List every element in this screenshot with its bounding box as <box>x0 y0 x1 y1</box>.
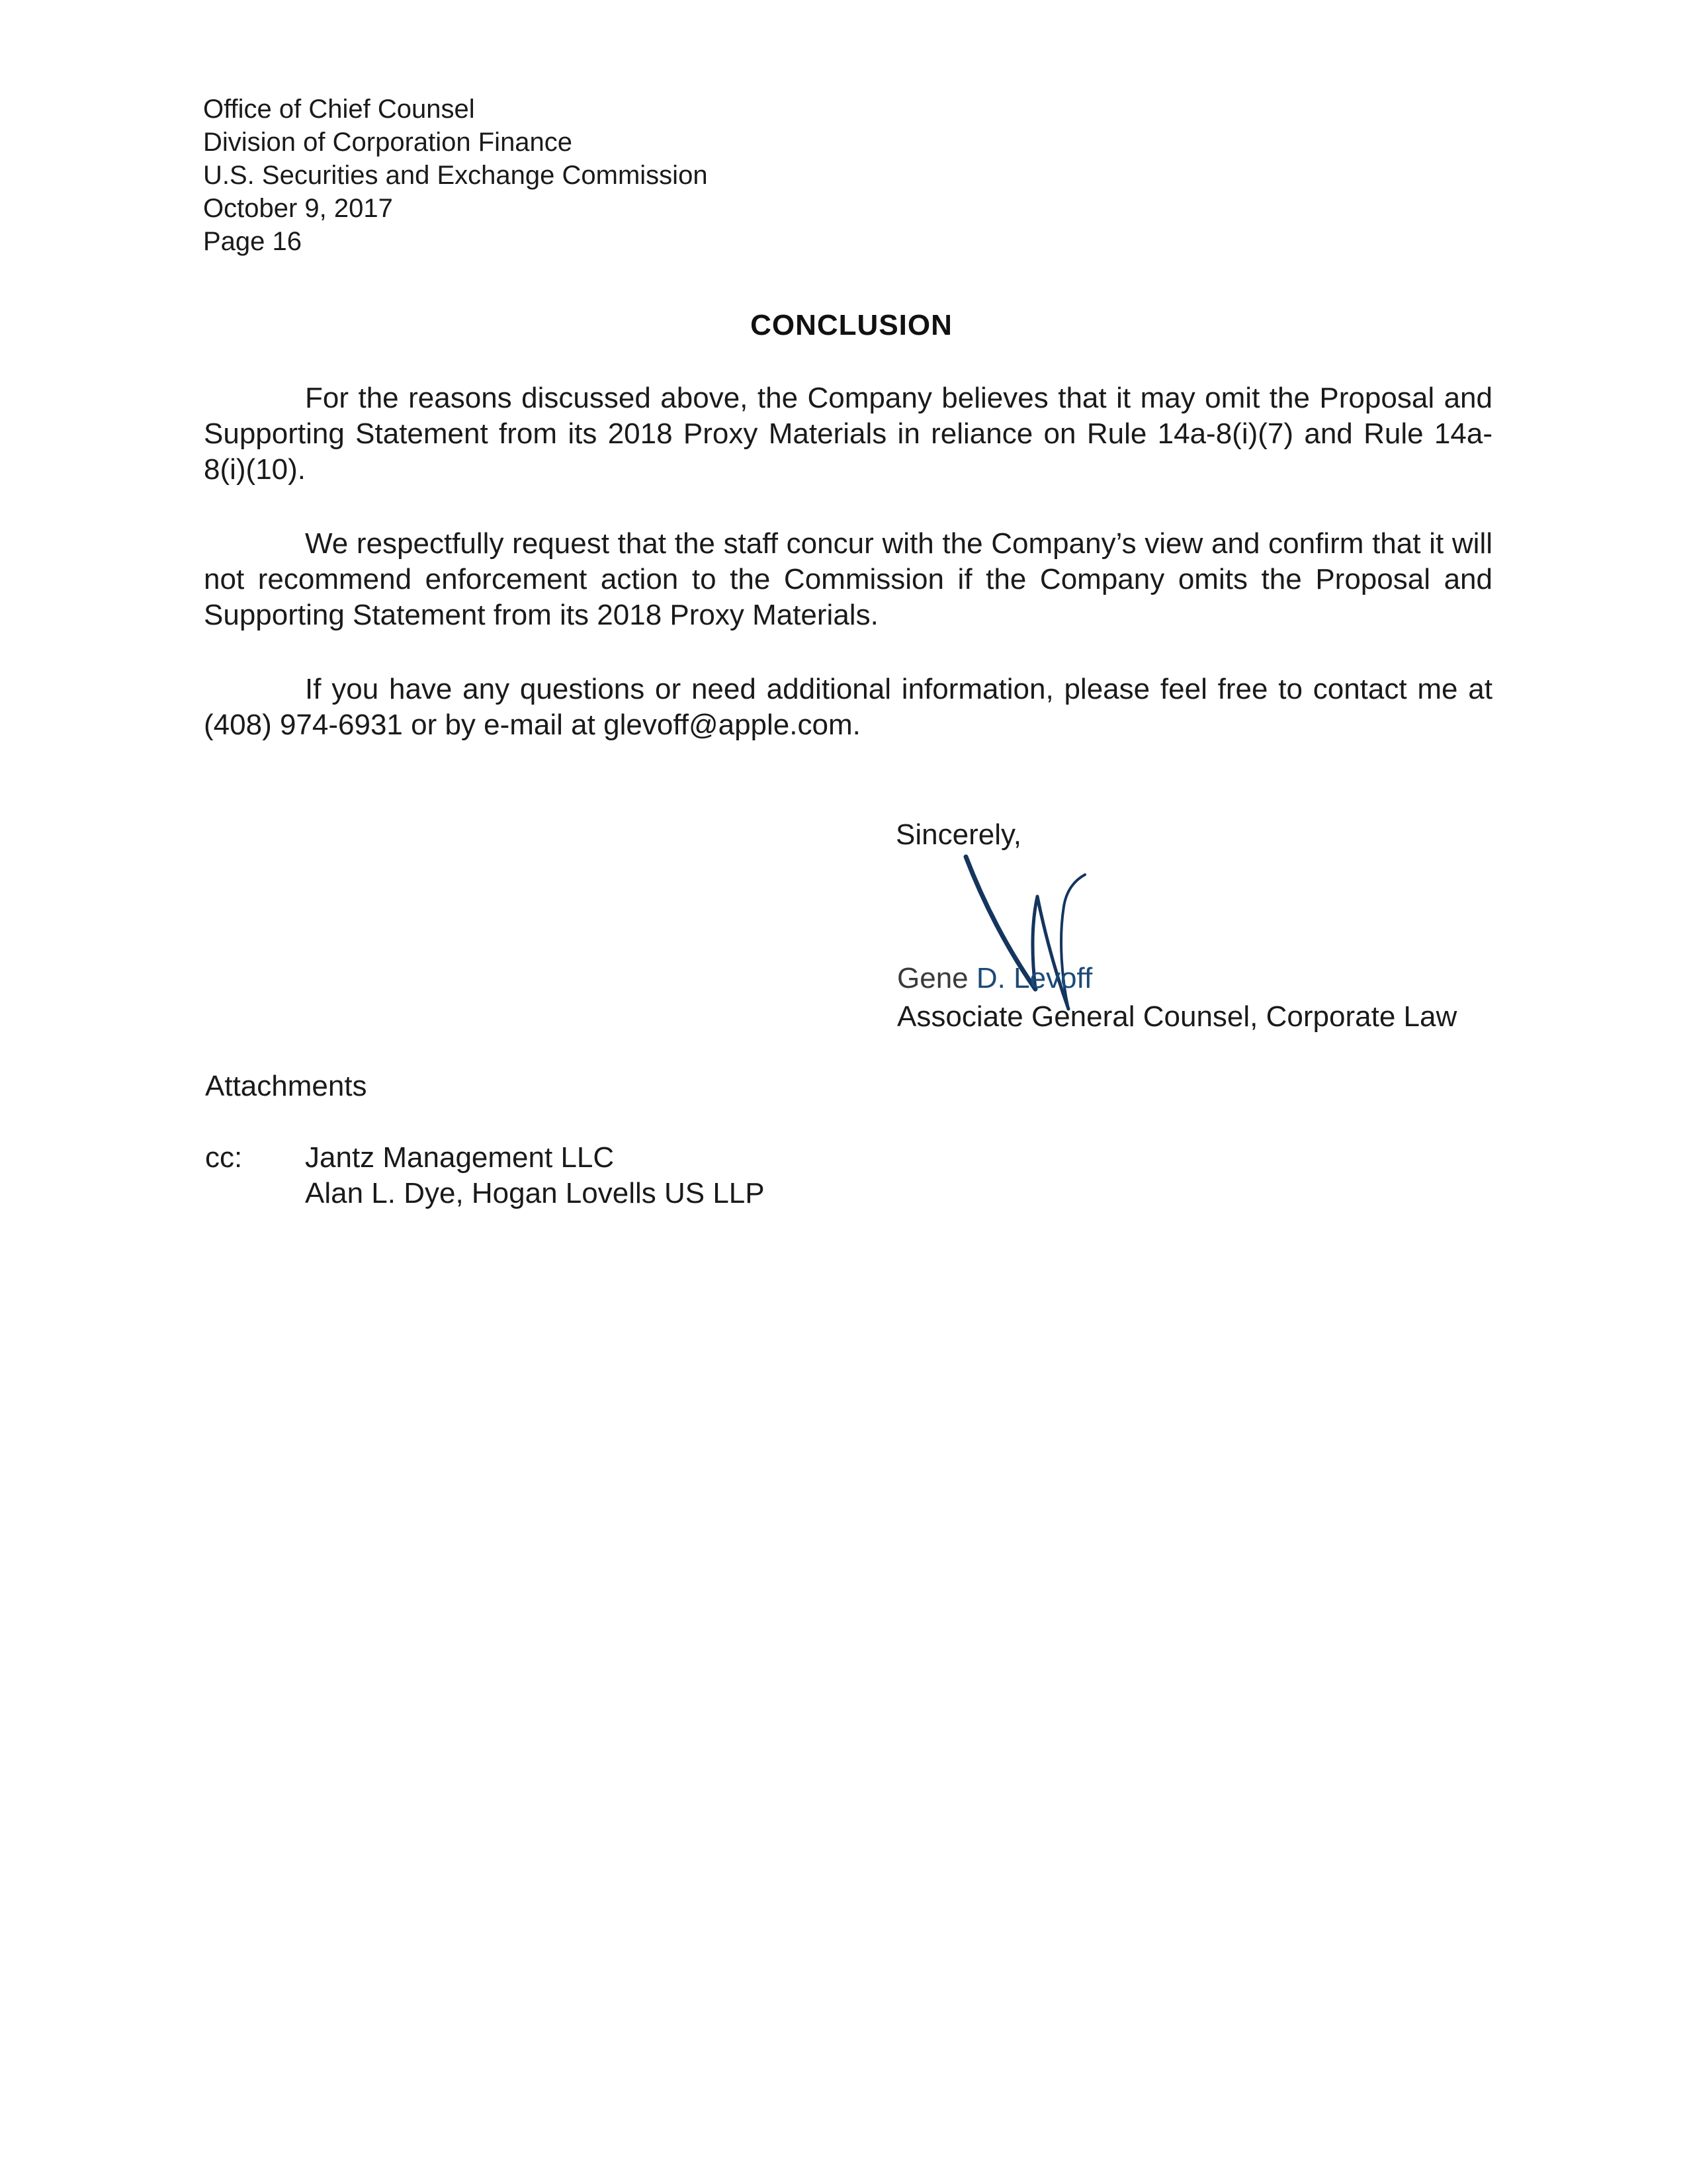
header-line-commission: U.S. Securities and Exchange Commission <box>203 161 708 190</box>
cc-recipient: Alan L. Dye, Hogan Lovells US LLP <box>305 1177 765 1209</box>
section-heading <box>0 308 1687 343</box>
signer-first-name: Gene <box>897 962 969 994</box>
header-line-page-number: Page 16 <box>203 227 302 256</box>
signer-last-name: D. Levoff <box>976 962 1093 994</box>
letter-header <box>203 93 708 258</box>
header-line-office: Office of Chief Counsel <box>203 95 475 124</box>
section-heading-text: CONCLUSION <box>750 309 953 341</box>
closing-salutation: Sincerely, <box>896 818 1021 851</box>
attachments-label: Attachments <box>205 1070 367 1102</box>
body-paragraph-3: If you have any questions or need additional information, please feel free to contact me at (408) 974-6931 or by e-mail at glevoff@apple.com. <box>204 673 1492 741</box>
header-line-date: October 9, 2017 <box>203 194 393 223</box>
cc-recipient: Jantz Management LLC <box>305 1141 615 1174</box>
cc-recipients <box>305 1140 765 1211</box>
body-paragraph-2: We respectfully request that the staff concur with the Company’s view and confirm that it will not recommend enforcement action to the Commission if the Company omits the Proposal and Supporting Statement from its 2018 Proxy Materials. <box>204 527 1492 631</box>
header-line-division: Division of Corporation Finance <box>203 128 573 157</box>
cc-label: cc: <box>205 1141 243 1174</box>
body-paragraph-1: For the reasons discussed above, the Company believes that it may omit the Proposal and Supporting Statement from its 2018 Proxy Materials in reliance on Rule 14a-8(i)(7) and Rule 14a-8(i)(10). <box>204 382 1492 486</box>
signer-name <box>897 961 1092 996</box>
signer-title: Associate General Counsel, Corporate Law <box>897 1000 1457 1033</box>
